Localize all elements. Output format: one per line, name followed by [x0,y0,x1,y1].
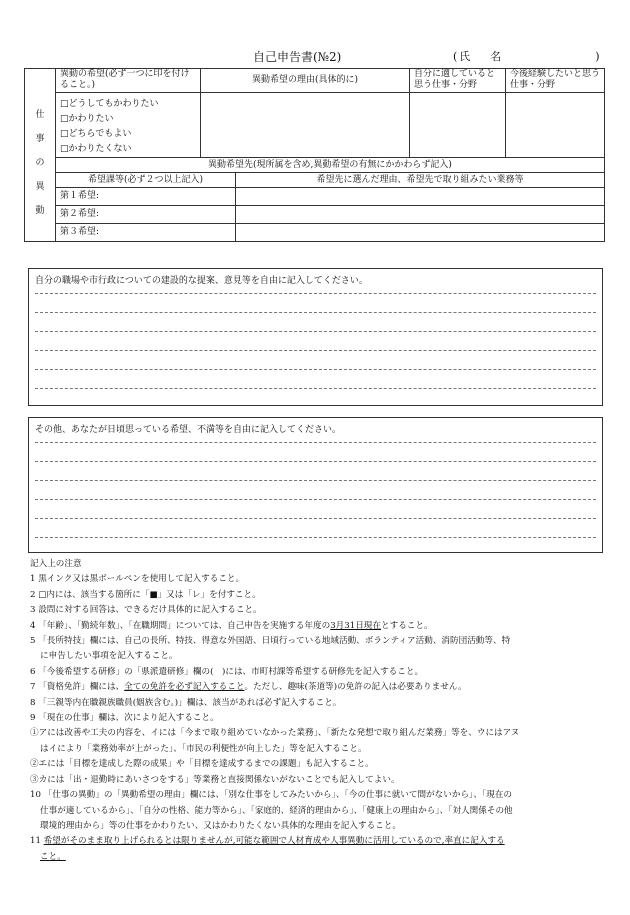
notes-section [30,557,610,865]
note-10-cont-2: 環境的理由から」等の仕事をかわりたい、又はかわりたくない具体的な理由を記入すること。 [40,820,401,831]
rank-reason-header: 希望先に選んだ理由、希望先で取り組みたい業務等 [236,173,605,188]
note-11: 11 希望がそのまま取り上げられるとは限りませんが,可能な範囲で人材育成や人事異動に活用しているので,率直に記入する [30,836,505,847]
dashed-line [35,442,596,443]
proposal-box[interactable] [28,268,603,406]
proposal-heading: 自分の職場や市行政についての建設的な提案、意見等を自由に記入してください。 [35,276,368,286]
dashed-line [35,312,596,313]
rank-3-reason[interactable] [236,224,605,242]
dashed-line [35,461,596,462]
reason-header: 異動希望の理由(具体的に) [201,69,410,93]
note-9-item-2: ②エには「目標を達成した際の成果」や「目標を達成するまでの課題」も記入すること。 [30,759,374,770]
wish-header: 異動の希望(必ず一つに印を付けること。) [56,69,201,93]
note-8: 8 「三親等内在職親族職員(姻族含む。)」欄は、該当があれば必ず記入すること。 [30,697,342,708]
form-title: 自己申告書(№2) [253,50,342,64]
dashed-line [35,293,596,294]
future-input[interactable] [506,93,605,158]
future-header: 今後経験したいと思う仕事・分野 [506,69,605,93]
rank-2-reason[interactable] [236,206,605,224]
option-either[interactable]: □どちらでもよい [60,129,132,139]
rank-1-field[interactable]: 第１希望: [56,188,236,206]
note-11-cont: こと。 [40,851,66,862]
other-box[interactable] [28,417,603,553]
dashed-line [35,369,596,370]
name-open: (氏 [453,50,473,63]
name-close: ) [595,50,602,63]
note-7: 7 「資格免許」欄には、全ての免許を必ず記入すること。ただし、趣味(茶道等)の免許の記入は必要ありません。 [30,682,467,693]
job-change-table [24,68,605,242]
destination-header: 異動希望先(現所属を含め,異動希望の有無にかかわらず記入) [56,158,605,173]
suited-header: 自分に適していると思う仕事・分野 [410,69,506,93]
reason-input[interactable] [201,93,410,158]
rank-header: 希望課等(必ず２つ以上記入) [56,173,236,188]
note-10: 10 「仕事の異動」の「異動希望の理由」欄には、「別な仕事をしてみたいから」、「今の仕事に就いて間がないから」、「現在の [30,790,513,801]
note-9: 9 「現在の仕事」欄は、次により記入すること。 [30,713,219,724]
note-1: 1 黒インク又は黒ボールペンを使用して記入すること。 [30,574,245,585]
dashed-line [35,331,596,332]
dashed-line [35,388,596,389]
note-5-cont: に申告したい事項を記入すること。 [40,651,178,662]
note-9-item-1-cont: はイにより「業務効率が上がった」、「市民の利便性が向上した」等を記入すること。 [40,743,367,754]
note-2: 2 □内には、該当する箇所に「■」又は「レ」を付すこと。 [30,589,261,600]
note-10-cont-1: 仕事が適しているから」、「自分の性格、能力等から」、「家庭的、経済的理由から」、「健康上の理由から」、「対人関係その他 [40,805,513,816]
dashed-line [35,518,596,519]
dashed-line [35,499,596,500]
job-change-side-label: 仕 事 の 異 動 [25,69,56,242]
name-field[interactable] [453,48,602,64]
option-must-change[interactable]: □どうしてもかわりたい [60,99,159,109]
dashed-line [35,350,596,351]
other-heading: その他、あなたが日頃思っている希望、不満等を自由に記入してください。 [35,425,342,435]
dashed-line [35,537,596,538]
wish-options [56,93,201,158]
notes-title: 記入上の注意 [30,559,82,569]
rank-3-field[interactable]: 第３希望: [56,224,236,242]
dashed-line [35,480,596,481]
option-want-change[interactable]: □かわりたい [60,114,114,124]
note-5: 5 「長所特技」欄には、自己の長所、特技、得意な外国語、日頃行っている地域活動、ボランティア活動、消防団活動等、特 [30,636,511,647]
name-label: 名 [490,50,504,63]
note-4: 4 「年齢」、「勤続年数」、「在職期間」については、自己申告を実施する年度の3月31日現在とすること。 [30,620,433,631]
note-9-item-1: ①アには改善や工夫の内容を、イには「今まで取り組めていなかった業務」、「新たな発想で取り組んだ業務」等を、ウにはアヌ [30,728,520,739]
rank-2-field[interactable]: 第２希望: [56,206,236,224]
note-9-item-3: ③カには「出・退勤時にあいさつをする」等業務と直接関係ないがないことでも記入してよい。 [30,774,400,785]
note-3: 3 設問に対する回答は、できるだけ具体的に記入すること。 [30,605,262,616]
rank-1-reason[interactable] [236,188,605,206]
note-6: 6 「今後希望する研修」の「県派遣研修」欄の( )には、市町村課等希望する研修先を記入すること。 [30,666,424,677]
option-no-change[interactable]: □かわりたくない [60,144,132,154]
suited-input[interactable] [410,93,506,158]
